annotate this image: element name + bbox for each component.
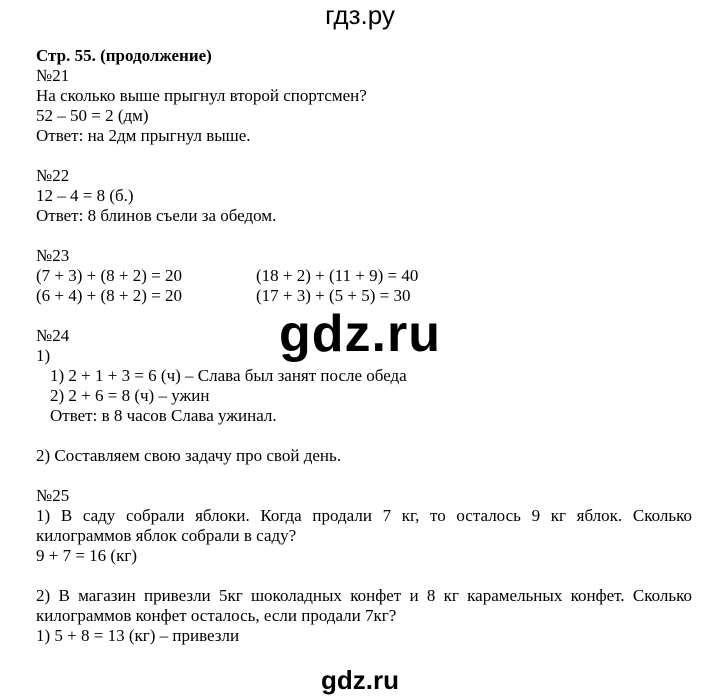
task-21-solution: 52 – 50 = 2 (дм) <box>36 106 149 125</box>
task-24-answer: Ответ: в 8 часов Слава ужинал. <box>50 406 277 425</box>
spacer <box>36 226 692 246</box>
task-25-part2-step1: 1) 5 + 8 = 13 (кг) – привезли <box>36 626 240 645</box>
task-24-part1-label: 1) <box>36 346 51 365</box>
task-25-number: №25 <box>36 486 70 505</box>
spacer <box>36 426 692 446</box>
task-23-expression: (18 + 2) + (11 + 9) = 40 <box>256 266 419 285</box>
task-24-step2: 2) 2 + 6 = 8 (ч) – ужин <box>50 386 210 405</box>
page-title: Стр. 55. (продолжение) <box>36 46 212 65</box>
task-24-step1: 1) 2 + 1 + 3 = 6 (ч) – Слава был занят после обеда <box>50 366 407 385</box>
task-23-number: №23 <box>36 246 70 265</box>
task-23-expression: (6 + 4) + (8 + 2) = 20 <box>36 286 182 305</box>
task-21-answer: Ответ: на 2дм прыгнул выше. <box>36 126 251 145</box>
task-23-expression: (17 + 3) + (5 + 5) = 30 <box>256 286 411 305</box>
task-21-number: №21 <box>36 66 70 85</box>
spacer <box>36 146 692 166</box>
spacer <box>36 466 692 486</box>
task-25-part1-text: килограммов яблок собрали в саду? <box>36 526 297 545</box>
task-23-expression: (7 + 3) + (8 + 2) = 20 <box>36 266 182 285</box>
task-25-part1-text: 1) В саду собрали яблоки. Когда продали 7 кг, то осталось 9 кг яблок. Сколько <box>36 506 692 525</box>
spacer <box>36 566 692 586</box>
task-25-part2-text: килограммов конфет осталось, если продали 7кг? <box>36 606 397 625</box>
site-header: гдз.ру <box>325 0 395 30</box>
watermark-middle: gdz.ru <box>279 305 441 363</box>
task-22-number: №22 <box>36 166 70 185</box>
task-23-row <box>36 286 692 306</box>
task-22-solution: 12 – 4 = 8 (б.) <box>36 186 134 205</box>
task-24-part2: 2) Составляем свою задачу про свой день. <box>36 446 341 465</box>
task-22-answer: Ответ: 8 блинов съели за обедом. <box>36 206 277 225</box>
task-23-row <box>36 266 692 286</box>
task-25-part2-text: 2) В магазин привезли 5кг шоколадных конфет и 8 кг карамельных конфет. Сколько <box>36 586 692 605</box>
task-25-part1-solution: 9 + 7 = 16 (кг) <box>36 546 137 565</box>
task-24-number: №24 <box>36 326 70 345</box>
task-21-question: На сколько выше прыгнул второй спортсмен? <box>36 86 367 105</box>
watermark-footer: gdz.ru <box>321 665 399 695</box>
